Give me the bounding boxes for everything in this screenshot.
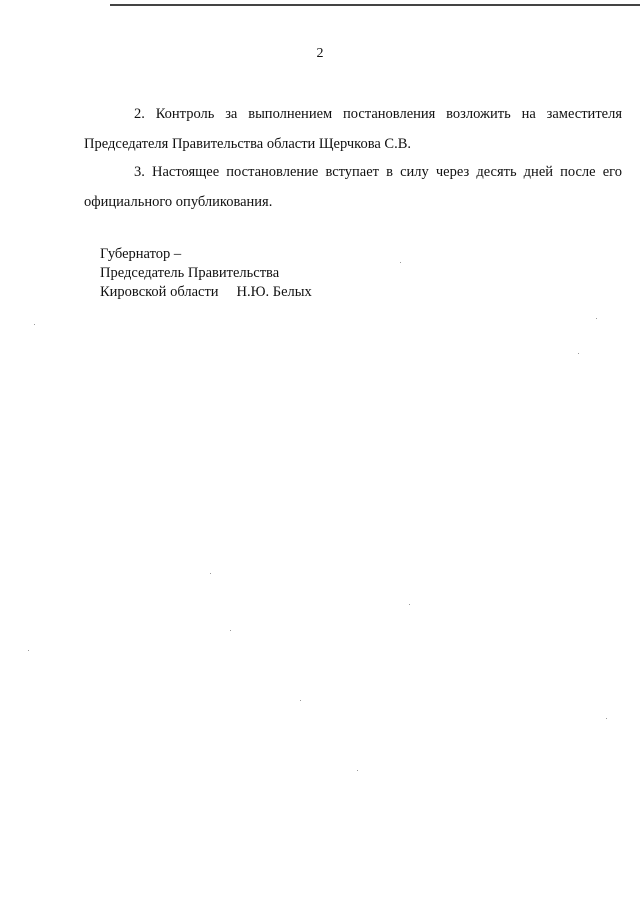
- scan-speck: [357, 770, 358, 771]
- scan-speck: [300, 700, 301, 701]
- scan-speck: [578, 353, 579, 354]
- signatory-name: Н.Ю. Белых: [236, 284, 312, 300]
- scan-speck: [596, 318, 597, 319]
- signature-title-governor: Губернатор –: [100, 246, 182, 262]
- scan-speck: [230, 630, 231, 631]
- scan-speck: [606, 718, 607, 719]
- signature-title-chairman: Председатель Правительства: [100, 265, 280, 281]
- paragraph-effective-date-clause: 3. Настоящее постановление вступает в силу через десять дней после его официального опубликования.: [84, 164, 622, 210]
- signature-block: [100, 283, 312, 301]
- top-border-line: [110, 4, 640, 6]
- scan-speck: [28, 650, 29, 651]
- paragraph-control-clause: 2. Контроль за выполнением постановления возложить на заместителя Председателя Правительства области Щерчкова С.В.: [84, 106, 622, 152]
- scan-speck: [34, 324, 35, 325]
- scan-speck: [210, 573, 211, 574]
- scan-speck: [409, 604, 410, 605]
- scan-speck: [400, 262, 401, 263]
- page-number: 2: [316, 46, 324, 61]
- signature-region: Кировской области: [100, 284, 219, 300]
